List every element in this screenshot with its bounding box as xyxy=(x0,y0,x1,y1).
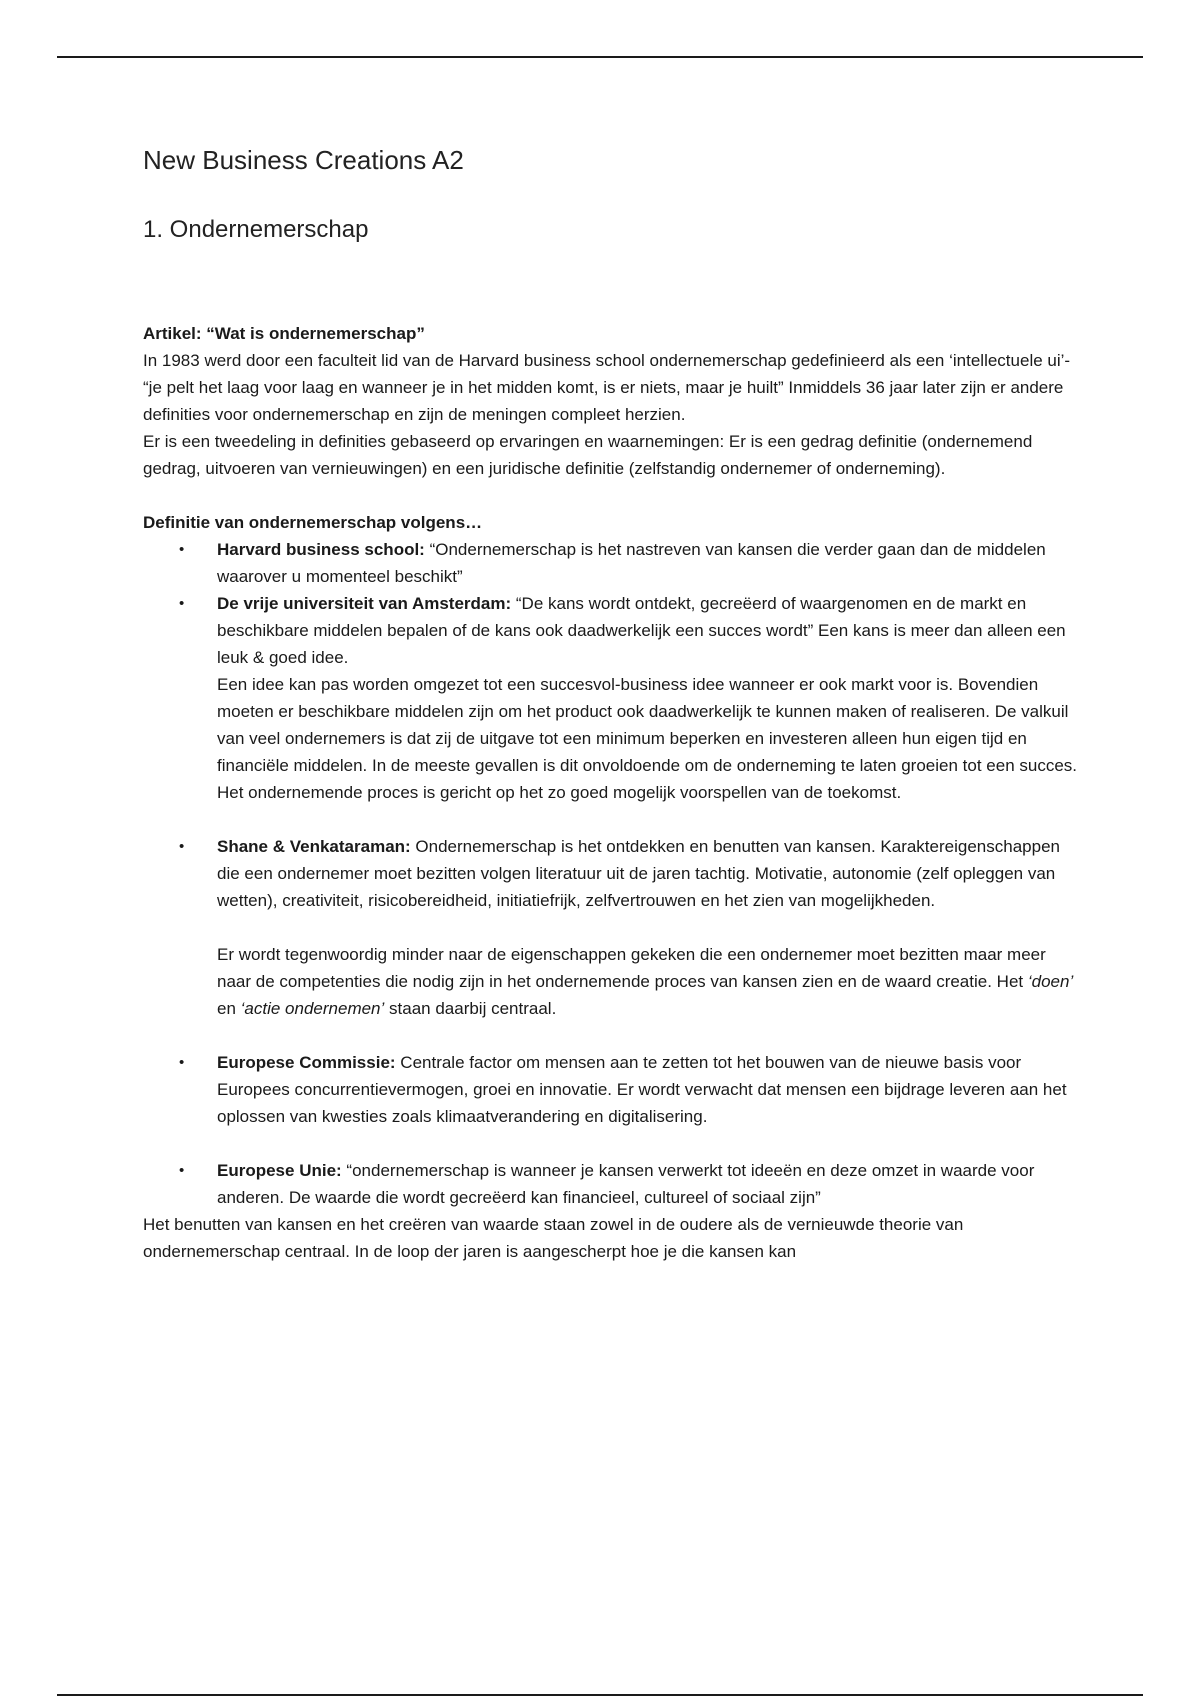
definition-text: “De kans wordt ontdekt, gecreëerd of waargenomen en de markt en beschikbare middelen bepalen of de kans ook daadwerkelijk een succes wordt” Een kans is meer dan alleen een leuk & goed idee. xyxy=(217,594,1066,667)
definition-extra-text: Een idee kan pas worden omgezet tot een succesvol-business idee wanneer er ook markt voor is. Bovendien moeten er beschikbare middelen zijn om het product ook daadwerkelijk te kunnen maken of realiseren. De valkuil van veel ondernemers is dat zij de uitgave tot een minimum beperken en investeren alleen hun eigen tijd en financiële middelen. In de meeste gevallen is dit onvoldoende om de onderneming te laten groeien tot een succes. Het ondernemende proces is gericht op het zo goed mogelijk voorspellen van de toekomst. xyxy=(217,675,1078,802)
extra-text-start: Er wordt tegenwoordig minder naar de eigenschappen gekeken die een ondernemer moet bezitten maar meer naar de competenties die nodig zijn in het ondernemende proces van kansen zien en de waard creatie. Het xyxy=(217,945,1046,991)
definition-text: Ondernemerschap is het ontdekken en benutten van kansen. Karaktereigenschappen die een ondernemer moet bezitten volgen literatuur uit de jaren tachtig. Motivatie, autonomie (zelf opleggen van wetten), creativiteit, risicobereidheid, initiatiefrijk, zelfvertrouwen en het zien van mogelijkheden. xyxy=(217,837,1060,910)
bullet-icon: • xyxy=(179,1054,185,1071)
definition-source: Harvard business school: xyxy=(217,540,425,559)
definition-source: Europese Unie: xyxy=(217,1161,342,1180)
definition-source: De vrije universiteit van Amsterdam: xyxy=(217,594,512,613)
section-heading: 1. Ondernemerschap xyxy=(143,216,369,243)
bullet-icon: • xyxy=(179,1162,185,1179)
closing-paragraph: Het benutten van kansen en het creëren van waarde staan zowel in de oudere als de vernieuwde theorie van ondernemerschap centraal. In de loop der jaren is aangescherpt hoe je die kansen kan xyxy=(143,1215,964,1261)
definitions-heading: Definitie van ondernemerschap volgens… xyxy=(143,513,483,532)
definition-source: Shane & Venkataraman: xyxy=(217,837,411,856)
definitions-list xyxy=(143,536,1083,1211)
footer-rule xyxy=(57,1694,1143,1696)
definitions-split-paragraph: Er is een tweedeling in definities gebaseerd op ervaringen en waarnemingen: Er is een gedrag definitie (ondernemend gedrag, uitvoeren van vernieuwingen) en een juridische definitie (zelfstandig ondernemer of onderneming). xyxy=(143,432,1033,478)
definition-text: Centrale factor om mensen aan te zetten tot het bouwen van de nieuwe basis voor Europees concurrentievermogen, groei en innovatie. Er wordt verwacht dat mensen een bijdrage leveren aan het oplossen van kwesties zoals klimaatverandering en digitalisering. xyxy=(217,1053,1067,1126)
definition-text: “Ondernemerschap is het nastreven van kansen die verder gaan dan de middelen waarover u momenteel beschikt” xyxy=(217,540,1046,586)
extra-text-mid: en xyxy=(217,999,241,1018)
document-body xyxy=(143,140,1083,1265)
bullet-icon: • xyxy=(179,541,185,558)
article-title: Artikel: “Wat is ondernemerschap” xyxy=(143,324,425,343)
definition-item-vu-amsterdam xyxy=(143,590,1083,806)
definition-extra-paragraph xyxy=(217,941,1083,1022)
bullet-icon: • xyxy=(179,838,185,855)
definition-item-europese-commissie xyxy=(143,1049,1083,1130)
emphasis-doen: ‘doen’ xyxy=(1027,972,1074,991)
definition-source: Europese Commissie: xyxy=(217,1053,396,1072)
definition-item-europese-unie xyxy=(143,1157,1083,1211)
extra-text-end: staan daarbij centraal. xyxy=(384,999,557,1018)
header-rule xyxy=(57,56,1143,58)
definition-text: “ondernemerschap is wanneer je kansen verwerkt tot ideeën en deze omzet in waarde voor anderen. De waarde die wordt gecreëerd kan financieel, cultureel of sociaal zijn” xyxy=(217,1161,1035,1207)
definition-item-shane-venkataraman xyxy=(143,833,1083,1022)
bullet-icon: • xyxy=(179,595,185,612)
document-title: New Business Creations A2 xyxy=(143,145,464,175)
definition-item-harvard xyxy=(143,536,1083,590)
emphasis-actie-ondernemen: ‘actie ondernemen’ xyxy=(240,999,385,1018)
intro-paragraph: In 1983 werd door een faculteit lid van de Harvard business school ondernemerschap gedefinieerd als een ‘intellectuele ui’- “je pelt het laag voor laag en wanneer je in het midden komt, is er niets, maar je huilt” Inmiddels 36 jaar later zijn er andere definities voor ondernemerschap en zijn de meningen compleet herzien. xyxy=(143,351,1071,424)
